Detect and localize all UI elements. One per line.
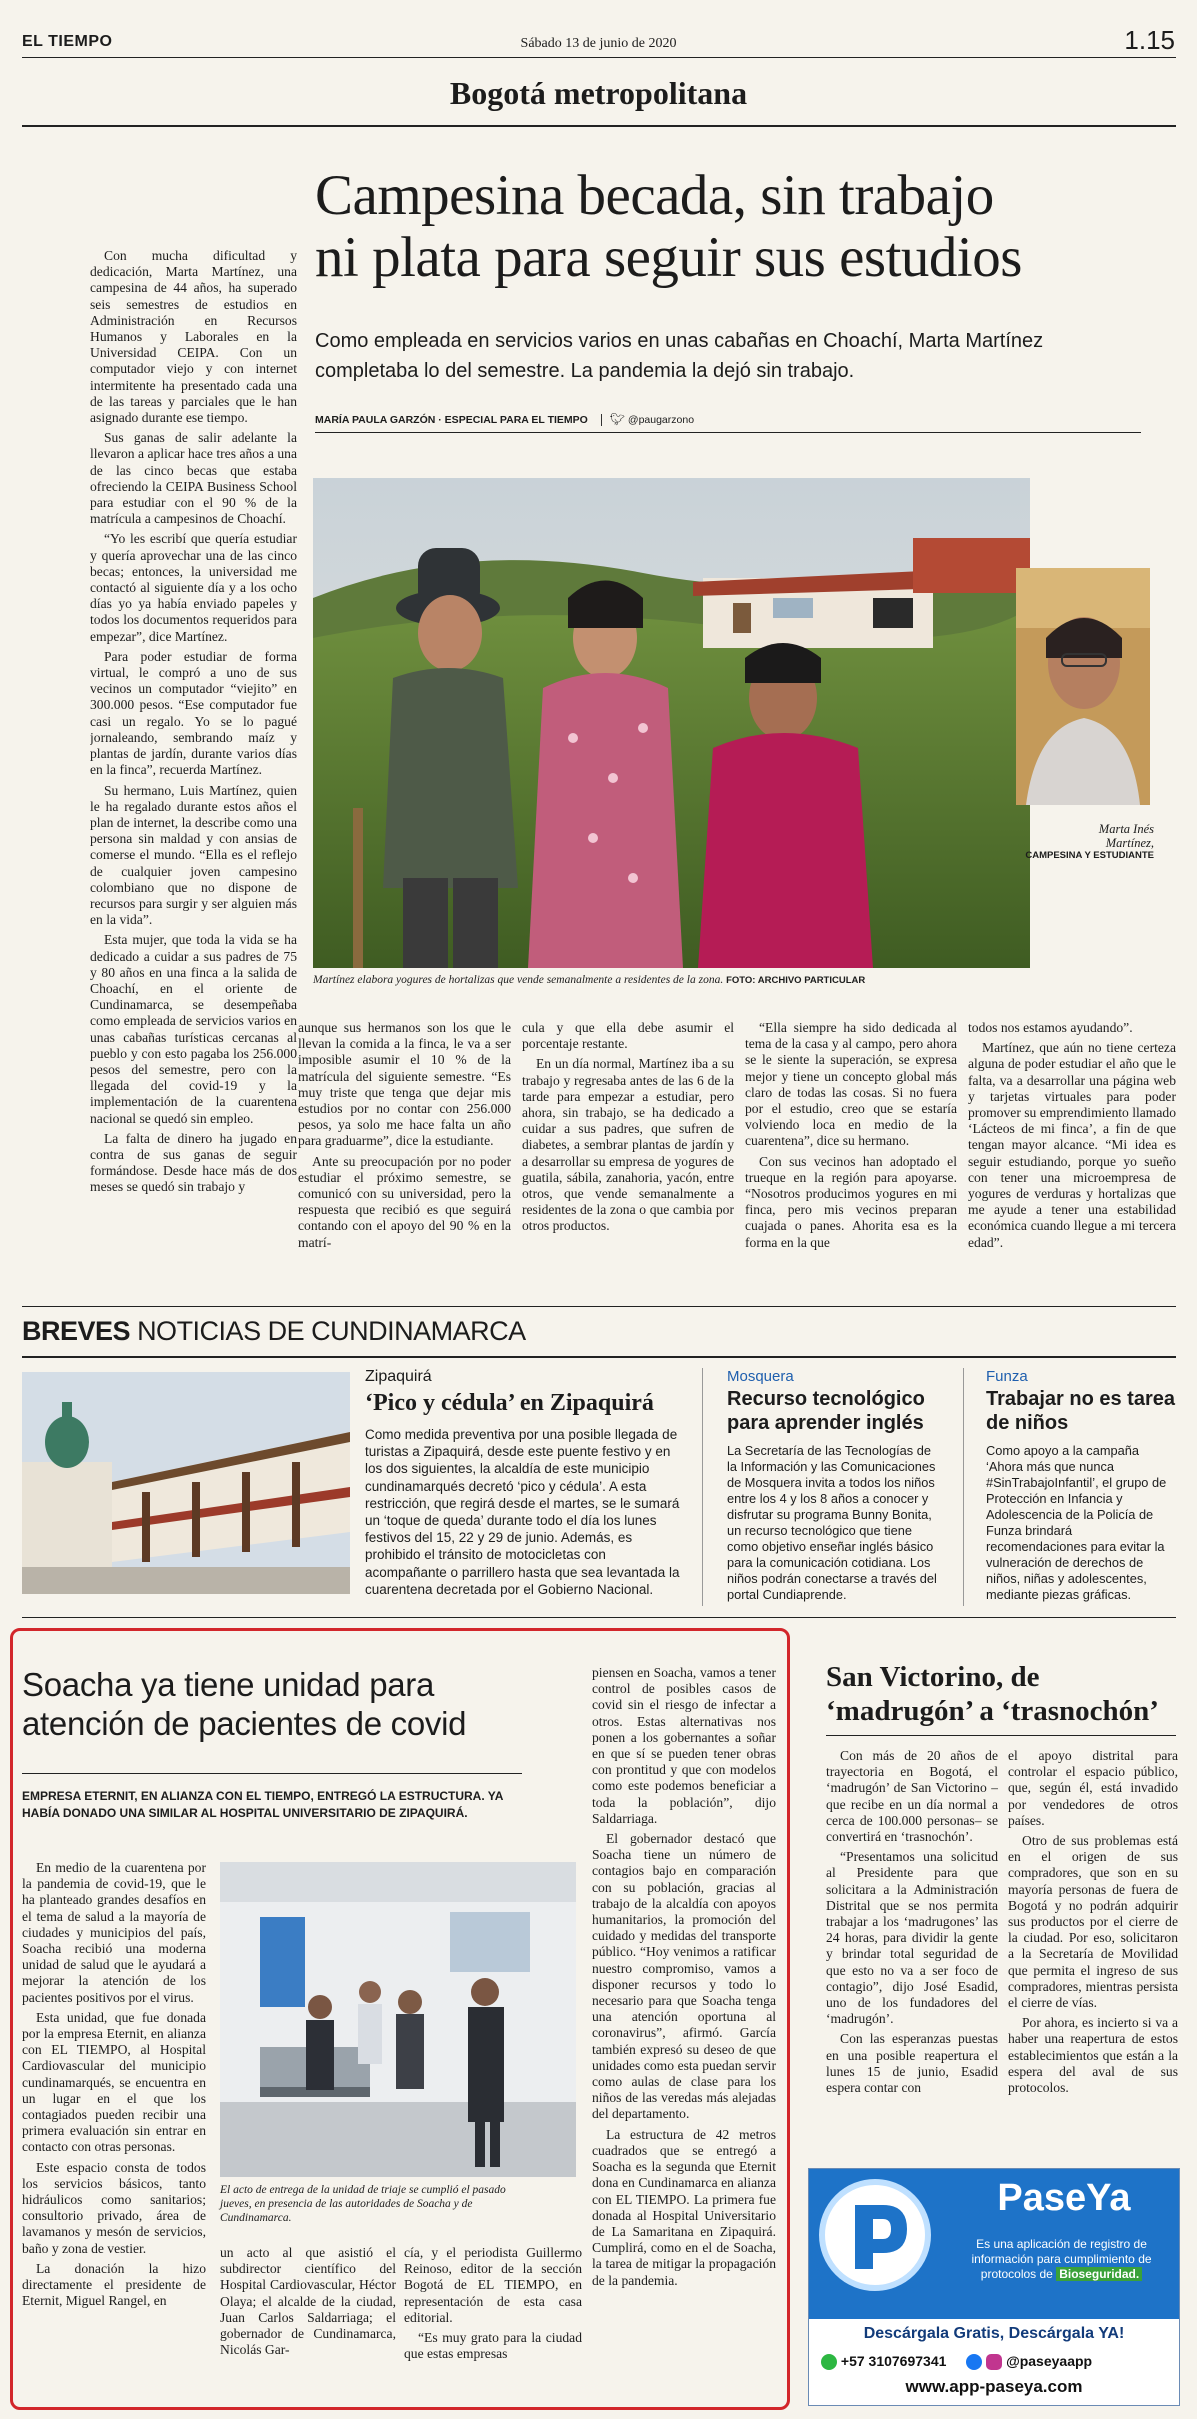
soacha-photo bbox=[220, 1862, 576, 2177]
health-unit-illustration bbox=[220, 1862, 576, 2177]
issue-date: Sábado 13 de junio de 2020 bbox=[520, 36, 677, 51]
paseya-phone[interactable]: +57 3107697341 bbox=[840, 2353, 947, 2369]
sanvictorino-headline-line1: San Victorino, de bbox=[826, 1661, 1040, 1693]
lead-column-1: Con mucha dificultad y dedicación, Marta Martínez, una campesina de 44 años, ha superado seis semestres de estudios en Administración en Recursos Humanos y Laborales en la Universidad CEIPA. Con un computador viejo y con internet intermitente ha presentado cada una de las tareas y parciales que le han asignado durante ese tiempo. Sus ganas de salir adelante la llevaron a aplicar hace tres años a una de las cinco becas que estaba ofreciendo la CEIPA Business School para estudiar con el 90 % de la matrícula a campesinos de Choachí. “Yo les escribí que quería estudiar y quería aprovechar una de las cinco becas; entonces, la universidad me contactó al siguiente día y a los ocho días yo ya había enviado papeles y todos los documentos requeridos para empezar”, dice Martínez. Para poder estudiar de forma virtual, le compró a uno de sus vecinos un computador “viejito” en 300.000 pesos. “Ese computador fue casi un regalo. Yo se lo pagué jornaleando, sembrando maíz y plantas de jardín, durante varios días en la finca”, recuerda Martínez. Su hermano, Luis Martínez, quien le ha regalado durante estos años el plan de internet, la describe como una persona sin maldad y con ansias de comerse el mundo. “Ella es el reflejo de cualquier joven campesino colombiano que no dispone de recursos para surgir y ser alguien más en la vida”. Esta mujer, que toda la vida se ha dedicado a cuidar a sus padres de 75 y 80 años en una finca a la salida de Choachí, en el oriente de Cundinamarca, se desempeñaba como empleada de servicios varios en unas cabañas turísticas cercanas al pueblo y con esto pagaba los 256.000 pesos del semestre, pero con la llegada del covid-19 y la implementación de la cuarentena nacional se quedó sin empleo. La falta de dinero ha jugado en contra de sus ganas de seguir formándose. Desde hace más de dos meses se quedó sin trabajo y bbox=[90, 248, 297, 1195]
paseya-logo-icon bbox=[819, 2179, 931, 2291]
lead-column-5: todos nos estamos ayudando”. Martínez, que aún no tiene certeza alguna de poder estudiar el año que le falta, va a desarrollar una página web y tarjetas virtuales para poder promover su emprendimiento llamado ‘Lácteos de mi finca’, a fin de que tengan mayor alcance. “Mi idea es seguir estudiando, porque yo sueño con tener una microempresa de yogures de verduras y hortalizas que me ayude a tener una estabilidad económica cuando llegue a mi tercera edad”. bbox=[968, 1020, 1176, 1250]
portrait-illustration bbox=[1016, 568, 1150, 805]
soacha-column-1: En medio de la cuarentena por la pandemia de covid-19, que le ha planteado grandes desafíos en el tema de salud a la mayoría de ciudades y municipios del país, Soacha recibió una moderna unidad de salud que le ayudará a mejorar la atención de los pacientes positivos por el virus. Esta unidad, que fue donada por la empresa Eternit, en alianza con EL TIEMPO, al Hospital Cardiovascular del municipio cundinamarqués, se encuentra en un lugar en el que los contagiados pueden recibir una primera evaluación sin entrar en contacto con otras personas. Este espacio consta de todos los servicios básicos, tanto hidráulicos como sanitarios; consultorio privado, área de lavamanos y mesón de servicios, baño y zona de vestier. La donación la hizo directamente el presidente de Eternit, Miguel Rangel, en bbox=[22, 1860, 206, 2309]
lead-column-3: cula y que ella debe asumir el porcentaje restante. En un día normal, Martínez iba a su trabajo y regresaba antes de las 6 de la tarde para empezar a estudiar, pero ahora, sin trabajo, se ha dedicado a cuidar a sus padres, que sufren de diabetes, a sembrar plantas de jardín y a desarrollar su empresa de yogures de guatila, sábila, zanahoria, yacón, entre otros, que vende semanalmente a residentes de la zona o que cambia por otros productos. bbox=[522, 1020, 734, 1234]
lead-byline bbox=[315, 412, 694, 426]
portrait-caption bbox=[1010, 822, 1154, 861]
paseya-brand: PaseYa bbox=[997, 2177, 1131, 2219]
breve-mosquera bbox=[727, 1368, 942, 1603]
sanvictorino-headline-line2: ‘madrugón’ a ‘trasnochón’ bbox=[826, 1695, 1159, 1727]
twitter-icon: 🐦︎ bbox=[609, 412, 625, 426]
lead-photo-credit: FOTO: ARCHIVO PARTICULAR bbox=[726, 975, 866, 986]
soacha-column-3: cía, y el periodista Guillermo Reinoso, editor de la sección Bogotá de EL TIEMPO, en representación de esta casa editorial. “Es muy grato para la ciudad que estas empresas bbox=[404, 2245, 582, 2362]
lead-headline bbox=[315, 165, 1022, 289]
facebook-icon bbox=[966, 2353, 986, 2369]
portrait-photo bbox=[1016, 568, 1150, 805]
soacha-column-2: un acto al que asistió el subdirector científico del Hospital Cardiovascular, Héctor Olaya; el alcalde de la ciudad, Juan Carlos Saldarriaga; el gobernador de Cundinamarca, Nicolás Gar- bbox=[220, 2245, 396, 2358]
soacha-headline bbox=[22, 1665, 466, 1743]
instagram-icon bbox=[986, 2354, 1002, 2370]
paseya-social[interactable]: @paseyaapp bbox=[1006, 2353, 1093, 2369]
family-photo-illustration bbox=[313, 478, 1030, 968]
byline-twitter[interactable]: @paugarzono bbox=[627, 414, 695, 426]
lead-headline-line2: ni plata para seguir sus estudios bbox=[315, 226, 1022, 289]
breves-sublabel: NOTICIAS DE CUNDINAMARCA bbox=[137, 1316, 526, 1346]
portrait-role: CAMPESINA Y ESTUDIANTE bbox=[1025, 850, 1154, 861]
portrait-name-line1: Marta Inés bbox=[1098, 822, 1154, 836]
sanvictorino-column-1: Con más de 20 años de trayectoria en Bogotá, el ‘madrugón’ de San Victorino –que recibe en un día normal a cerca de 100.000 personas– se convertirá en ‘trasnochón’. “Presentamos una solicitud al Presidente para que solicitara a la Administración Distrital que se nos permita trabajar a los ‘madrugones’ las 24 horas, para dividir la gente y brindar total seguridad de que esto no va a ser foco de contagio”, dijo José Esadid, uno de los fundadores del ‘madrugón’. Con las esperanzas puestas en una posible reapertura el lunes 15 de junio, Esadid espera contar con bbox=[826, 1748, 998, 2096]
soacha-summary: EMPRESA ETERNIT, EN ALIANZA CON EL TIEMPO, ENTREGÓ LA ESTRUCTURA. YA HABÍA DONADO UNA SIMILAR AL HOSPITAL UNIVERSITARIO DE ZIPAQUIRÁ. bbox=[22, 1789, 503, 1820]
byline-author: MARÍA PAULA GARZÓN · ESPECIAL PARA EL TIEMPO bbox=[315, 414, 588, 426]
lead-column-2: aunque sus hermanos son los que le llevan la comida a la finca, le va a ser imposible asumir el 10 % de la matrícula del siguiente semestre. “Es muy triste que tenga que dejar mis estudios por no contar con 256.000 pesos, ya solo me hace falta un año para graduarme”, dice la estudiante. Ante su preocupación por no poder estudiar el próximo semestre, se comunicó con su universidad, pero la respuesta que recibió es que seguirá contando con el apoyo del 90 % en la matrí- bbox=[298, 1020, 511, 1250]
sanvictorino-column-2: el apoyo distrital para controlar el espacio público, que, según él, está invadido por vendedores de otros países. Otro de sus problemas está en el origen de sus compradores, que son en su mayoría personas de fuera de Bogotá y no podrán adquirir sus productos por el cierre de la ciudad. Por eso, solicitaron a la Secretaría de Movilidad que permita el ingreso de sus compradores, mientras persista el cierre de vías. Por ahora, es incierto si va a haber una reapertura de estos establecimientos que están a la espera del aval de sus protocolos. bbox=[1008, 1748, 1178, 2096]
soacha-headline-line1: Soacha ya tiene unidad para bbox=[22, 1666, 435, 1703]
zipaquira-illustration bbox=[22, 1372, 350, 1594]
lead-headline-line1: Campesina becada, sin trabajo bbox=[315, 164, 994, 227]
portrait-name-line2: Martínez, bbox=[1105, 836, 1154, 850]
paseya-tagline: Es una aplicación de registro de información para cumplimiento de protocolos de Bioseguridad. bbox=[971, 2237, 1152, 2281]
breve-title: Trabajar no es tarea de niños bbox=[986, 1388, 1175, 1434]
breve-kicker: Mosquera bbox=[727, 1368, 794, 1385]
soacha-photo-caption: El acto de entrega de la unidad de triaje se cumplió el pasado jueves, en presencia de las autoridades de Soacha y de Cundinamarca. bbox=[220, 2184, 506, 2224]
paseya-contacts bbox=[821, 2353, 1171, 2370]
soacha-column-4: piensen en Soacha, vamos a tener control de posibles casos de covid sin el riesgo de infectar a otros. Estas alternativas nos ponen a los gobernantes a soñar en que sí se pueden tener obras con prontitud y que con modelos como este podemos beneficiar a toda la población”, dijo Saldarriaga. El gobernador destacó que Soacha tiene un número de contagios bajo en comparación con su población, gracias al trabajo de la alcaldía con apoyos humanitarios, la promoción del cuidado y medidas del transporte público. “Hoy venimos a ratificar nuestro compromiso, vamos a disponer recursos y todo lo necesario para que Soacha tenga una atención oportuna al coronavirus”, afirmó. García también expresó su deseo de que unidades como esta puedan servir como aulas de clase para los niños de las veredas más alejadas del departamento. La estructura de 42 metros cuadrados que se entregó a Soacha es la segunda que Eternit dona en Cundinamarca en alianza con EL TIEMPO. La primera fue donada al Hospital Universitario de La Samaritana en Zipaquirá. Cumplirá, como en el de Soacha, la tarea de mitigar la propagación de la pandemia. bbox=[592, 1665, 776, 2288]
lead-photo-caption: Martínez elabora yogures de hortalizas que vende semanalmente a residentes de la zona. FOTO: ARCHIVO PARTICULAR bbox=[313, 974, 866, 986]
breve-kicker: Zipaquirá bbox=[365, 1368, 432, 1385]
breves-header bbox=[22, 1316, 526, 1347]
lead-column-4: “Ella siempre ha sido dedicada al tema de la casa y al campo, pero ahora se le siente la superación, se expresa mejor y tiene un concepto global más claro de todas las cosas. Si no fuera por el estudio, creo que se estaría volviendo loca en medio de la cuarentena”, dice su hermano. Con sus vecinos han adoptado el trueque en la región para apoyarse. “Nosotros producimos yogures en mi finca, pero mis vecinos preparan cuajada o panes. Ahorita esa es la forma en la que bbox=[745, 1020, 957, 1250]
paseya-ad[interactable] bbox=[808, 2168, 1180, 2406]
zipaquira-photo bbox=[22, 1372, 350, 1594]
paseya-cta[interactable]: Descárgala Gratis, Descárgala YA! bbox=[863, 2325, 1125, 2342]
paseya-logo-mark bbox=[825, 2185, 925, 2285]
breve-zipaquira bbox=[365, 1368, 685, 1598]
section-title: Bogotá metropolitana bbox=[449, 75, 748, 111]
lead-photo bbox=[313, 478, 1030, 968]
breve-kicker: Funza bbox=[986, 1368, 1028, 1385]
breve-title: ‘Pico y cédula’ en Zipaquirá bbox=[365, 1390, 654, 1416]
breve-body: Como medida preventiva por una posible llegada de turistas a Zipaquirá, desde este puente festivo y en los dos siguientes, la alcaldía de este municipio cundinamarqués decretó ‘pico y cédula’. A esta restricción, que regirá desde el martes, se le sumará un ‘toque de queda’ durante todo el día los lunes festivos del 15, 22 y 29 de junio. Además, es prohibido el tránsito de motocicletas con acompañante o parrillero hasta que sea levantada la cuarentena decretada por el Gobierno Nacional. bbox=[365, 1427, 680, 1597]
breve-body: La Secretaría de las Tecnologías de la Información y las Comunicaciones de Mosquera invita a todos los niños entre los 4 y los 8 años a conocer y disfrutar su programa Bunny Bonita, un recurso tecnológico que tiene como objetivo enseñar inglés básico para la comunicación cotidiana. Los niños podrán conectarse a través del portal Cundiaprende. bbox=[727, 1443, 937, 1602]
paseya-highlight: Bioseguridad. bbox=[1056, 2267, 1142, 2281]
whatsapp-icon bbox=[821, 2354, 837, 2370]
breve-body: Como apoyo a la campaña ‘Ahora más que nunca #SinTrabajoInfantil’, el grupo de Protección en Infancia y Adolescencia de la Policía de Funza brindará recomendaciones para evitar la vulneración de derechos de niños, niñas y adolescentes, mediante piezas gráficas. bbox=[986, 1443, 1167, 1602]
sanvictorino-headline bbox=[826, 1660, 1159, 1728]
breve-funza bbox=[986, 1368, 1176, 1603]
page-number: 1.15 bbox=[1124, 25, 1175, 55]
brand: EL TIEMPO bbox=[22, 33, 113, 50]
paseya-url[interactable]: www.app-paseya.com bbox=[905, 2377, 1083, 2396]
soacha-headline-line2: atención de pacientes de covid bbox=[22, 1705, 467, 1742]
lead-subtitle: Como empleada en servicios varios en unas cabañas en Choachí, Marta Martínez completaba lo del semestre. La pandemia la dejó sin trabajo. bbox=[315, 330, 1044, 382]
breve-title: Recurso tecnológico para aprender inglés bbox=[727, 1388, 925, 1434]
breves-label: BREVES bbox=[22, 1316, 131, 1346]
